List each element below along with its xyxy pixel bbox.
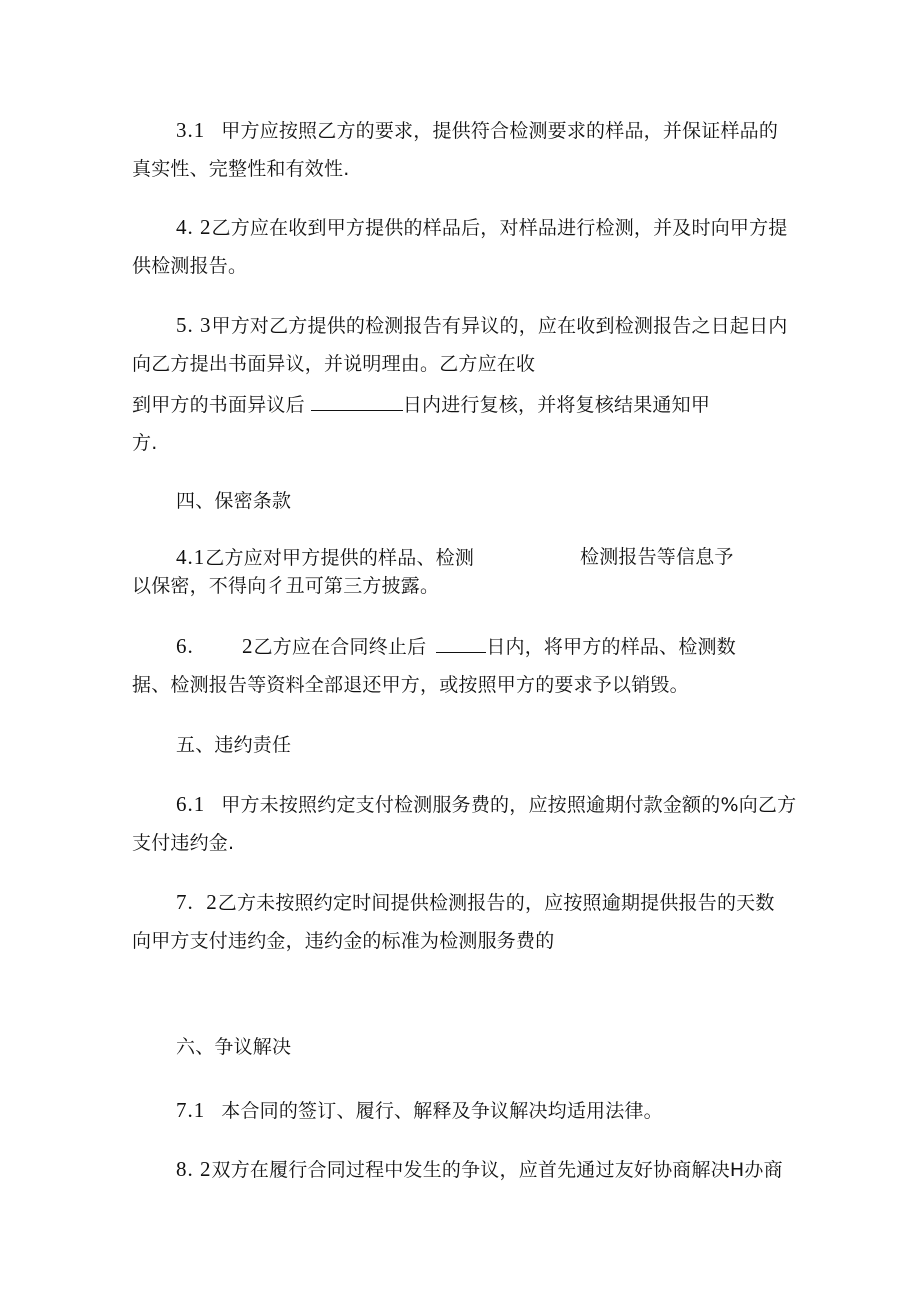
- clause-6-2-line-2: [132, 673, 689, 697]
- clause-5-3-line-1: [176, 313, 788, 338]
- clause-number: 7. 2: [176, 890, 218, 914]
- clause-number: 6.: [176, 634, 194, 658]
- clause-6-2-line-1-text: [242, 634, 736, 659]
- clause-number: 3.1: [176, 118, 206, 142]
- clause-number: 7.1: [176, 1098, 206, 1122]
- section-heading-breach: [176, 733, 291, 757]
- clause-number: 4.1: [176, 545, 206, 569]
- clause-number: 4. 2: [176, 215, 212, 239]
- clause-text: 向甲方支付违约金，违约金的标准为检测服务费的: [132, 930, 555, 952]
- clause-4-1-line-1: [176, 545, 474, 570]
- clause-6-2-line-1: [176, 634, 194, 659]
- section-heading-confidentiality: [176, 489, 291, 513]
- clause-5-3-line-2: [132, 352, 535, 376]
- clause-text: 支付违约金.: [132, 832, 235, 854]
- clause-7-2-line-1: [176, 890, 775, 915]
- clause-number: 5. 3: [176, 313, 212, 337]
- section-heading-dispute: [176, 1035, 291, 1059]
- clause-text: 乙方应在合同终止后: [253, 636, 427, 658]
- clause-5-3-line-3: [132, 392, 710, 417]
- clause-text: 乙方未按照约定时间提供检测报告的，应按照逾期提供报告的天数: [217, 892, 775, 914]
- clause-text: 向乙方提出书面异议，并说明理由。乙方应在收: [132, 353, 536, 375]
- clause-text: 据、检测报告等资料全部退还甲方，或按照甲方的要求予以销毁。: [132, 674, 689, 696]
- section-title: 四、保密条款: [176, 490, 292, 512]
- clause-text: 到甲方的书面异议后: [132, 394, 305, 416]
- clause-text: 供检测报告。: [132, 255, 248, 277]
- clause-text: 方.: [132, 432, 158, 454]
- clause-7-2-line-2: [132, 929, 554, 953]
- clause-text: 以保密，不得向彳丑可第三方披露。: [132, 575, 440, 597]
- clause-text: 本合同的签订、履行、解释及争议解决均适用法律。: [221, 1100, 663, 1122]
- clause-text: 乙方应在收到甲方提供的样品后，对样品进行检测，并及时向甲方提: [211, 217, 788, 239]
- clause-text: 双方在履行合同过程中发生的争议，应首先通过友好协商解决H办商: [211, 1159, 783, 1181]
- clause-text: 真实性、完整性和有效性.: [132, 158, 350, 180]
- clause-4-1-line-2: [132, 574, 439, 598]
- fill-in-blank: [311, 392, 403, 411]
- clause-number: 6.1: [176, 792, 206, 816]
- clause-text: 日内，将甲方的样品、检测数: [486, 636, 736, 658]
- clause-5-3-line-4: [132, 431, 157, 455]
- clause-4-1-line-1-continued: [580, 545, 734, 569]
- clause-number: 2: [242, 634, 254, 658]
- clause-8-2-line-1: [176, 1157, 783, 1182]
- clause-4-2-line-2: [132, 254, 247, 278]
- clause-6-1-line-2: [132, 831, 234, 855]
- clause-text: 乙方应对甲方提供的样品、检测: [205, 547, 475, 569]
- fill-in-blank: [436, 634, 486, 653]
- clause-4-2-line-1: [176, 215, 788, 240]
- clause-text: 甲方对乙方提供的检测报告有异议的，应在收到检测报告之日起日内: [211, 315, 788, 337]
- clause-3-1-line-2: [132, 157, 349, 181]
- section-title: 五、违约责任: [176, 734, 292, 756]
- clause-text: 甲方未按照约定支付检测服务费的，应按照逾期付款金额的%向乙方: [221, 794, 797, 816]
- section-title: 六、争议解决: [176, 1036, 292, 1058]
- clause-3-1-line-1: [176, 118, 778, 143]
- clause-6-1-line-1: [176, 792, 796, 817]
- clause-number: 8. 2: [176, 1157, 212, 1181]
- clause-text: 日内进行复核，并将复核结果通知甲: [402, 394, 711, 416]
- clause-text: 甲方应按照乙方的要求，提供符合检测要求的样品，并保证样品的: [221, 120, 779, 142]
- clause-7-1-line-1: [176, 1098, 663, 1123]
- clause-text: 检测报告等信息予: [580, 546, 734, 568]
